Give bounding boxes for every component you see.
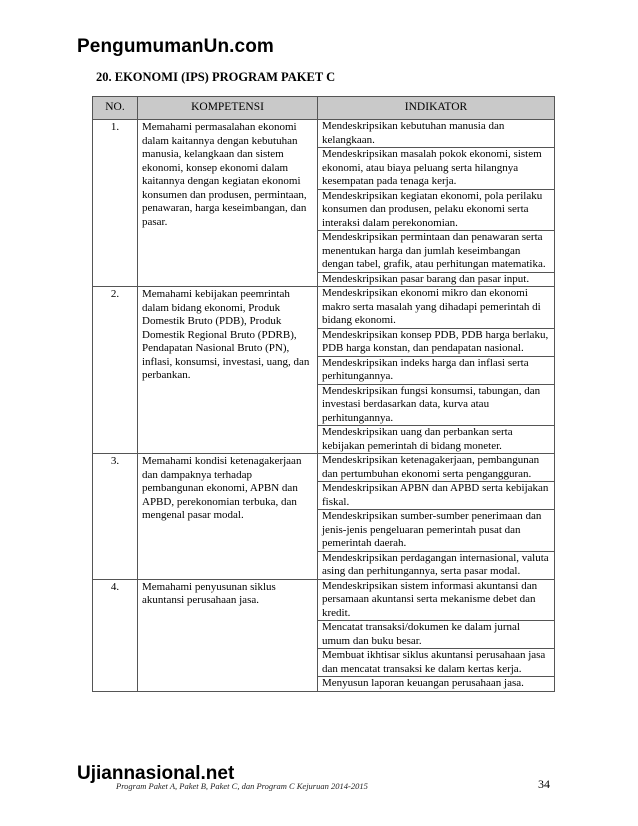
row-number: 2. [93,287,138,454]
competency-table [92,96,555,692]
kompetensi-cell: Memahami penyusunan siklus akuntansi perusahaan jasa. [138,579,318,691]
indikator-cell: Mendeskripsikan permintaan dan penawaran serta menentukan harga dan jumlah keseimbangan dengan tabel, grafik, atau perhitungan matematika. [318,231,555,273]
indikator-cell: Mendeskripsikan ekonomi mikro dan ekonomi makro serta masalah yang dihadapi pemerintah di bidang ekonomi. [318,287,555,329]
indikator-cell: Mendeskripsikan ketenagakerjaan, pembangunan dan pertumbuhan ekonomi serta pengangguran. [318,454,555,482]
indikator-cell: Mendeskripsikan perdagangan internasional, valuta asing dan perhitungannya, serta pasar modal. [318,551,555,579]
indikator-cell: Mendeskripsikan uang dan perbankan serta kebijakan pemerintah di bidang moneter. [318,426,555,454]
table-header-row [93,97,555,120]
kompetensi-cell: Memahami kondisi ketenagakerjaan dan dampaknya terhadap pembangunan ekonomi, APBN dan APBD, perekonomian terbuka, dan mengenal pasar modal. [138,454,318,580]
table-body [93,120,555,692]
indikator-cell: Mencatat transaksi/dokumen ke dalam jurnal umum dan buku besar. [318,621,555,649]
table-row [93,287,555,329]
indikator-cell: Menyusun laporan keuangan perusahaan jasa. [318,677,555,692]
indikator-cell: Mendeskripsikan fungsi konsumsi, tabungan, dan investasi berdasarkan data, kurva atau perhitungannya. [318,384,555,426]
table-row [93,579,555,621]
indikator-cell: Mendeskripsikan sumber-sumber penerimaan dan jenis-jenis pengeluaran pemerintah pusat dan pemerintah daerah. [318,510,555,552]
indikator-cell: Mendeskripsikan kegiatan ekonomi, pola perilaku konsumen dan produsen, pelaku ekonomi serta interaksi dalam perekonomian. [318,189,555,231]
section-title: 20. EKONOMI (IPS) PROGRAM PAKET C [96,70,336,84]
indikator-cell: Mendeskripsikan kebutuhan manusia dan kelangkaan. [318,120,555,148]
table-row [93,120,555,148]
indikator-cell: Mendeskripsikan pasar barang dan pasar input. [318,272,555,287]
footer-text: Program Paket A, Paket B, Paket C, dan Program C Kejuruan 2014-2015 [116,781,368,791]
watermark-bottom: Ujiannasional.net [77,763,235,784]
header-kompetensi: KOMPETENSI [138,97,318,120]
indikator-cell: Mendeskripsikan APBN dan APBD serta kebijakan fiskal. [318,482,555,510]
watermark-top: PengumumanUn.com [77,36,274,57]
indikator-cell: Mendeskripsikan masalah pokok ekonomi, sistem ekonomi, atau biaya peluang serta hilangnya kesempatan pada tenaga kerja. [318,148,555,190]
header-indikator: INDIKATOR [318,97,555,120]
page-number: 34 [538,777,550,791]
row-number: 1. [93,120,138,287]
kompetensi-cell: Memahami kebijakan peemrintah dalam bidang ekonomi, Produk Domestik Bruto (PDB), Produk Domestik Regional Bruto (PDRB), Pendapatan Nasional Bruto (PN), inflasi, konsumsi, investasi, uang, dan perbankan. [138,287,318,454]
indikator-cell: Mendeskripsikan sistem informasi akuntansi dan persamaan akuntansi serta mekanisme debet dan kredit. [318,579,555,621]
indikator-cell: Membuat ikhtisar siklus akuntansi perusahaan jasa dan mencatat transaksi ke dalam kertas kerja. [318,649,555,677]
kompetensi-cell: Memahami permasalahan ekonomi dalam kaitannya dengan kebutuhan manusia, kelangkaan dan sistem ekonomi, konsep ekonomi dalam kaitannya dengan kegiatan ekonomi konsumen dan produsen, permintaan, penawaran, harga keseimbangan, dan pasar. [138,120,318,287]
header-no: NO. [93,97,138,120]
row-number: 4. [93,579,138,691]
table-row [93,454,555,482]
row-number: 3. [93,454,138,580]
indikator-cell: Mendeskripsikan indeks harga dan inflasi serta perhitungannya. [318,356,555,384]
indikator-cell: Mendeskripsikan konsep PDB, PDB harga berlaku, PDB harga konstan, dan pendapatan nasional. [318,328,555,356]
